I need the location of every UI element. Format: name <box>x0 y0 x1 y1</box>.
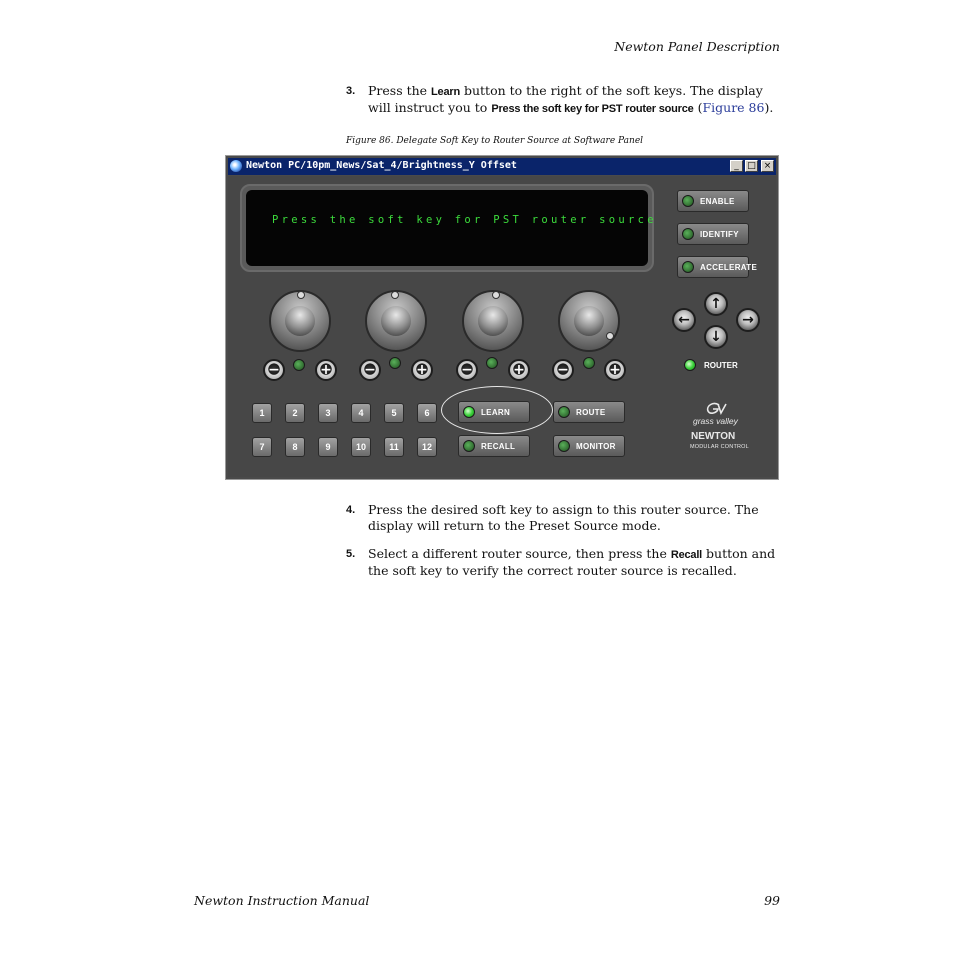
soft-key-11[interactable]: 11 <box>384 437 404 457</box>
arrow-down-icon[interactable]: ↓ <box>704 325 728 349</box>
text-run: ). <box>764 100 774 115</box>
maximize-button[interactable]: □ <box>745 160 758 172</box>
knob-cap <box>478 306 508 336</box>
arrow-up-icon[interactable]: ↑ <box>704 292 728 316</box>
accelerate-label: ACCELERATE <box>700 263 758 272</box>
keyword-recall: Recall <box>670 549 703 561</box>
learn-label: LEARN <box>481 408 511 417</box>
text-run: button and the soft key to verify the correct router source is recalled. <box>368 546 776 578</box>
text-run: ( <box>693 100 703 115</box>
recall-label: RECALL <box>481 442 516 451</box>
window-title: Newton PC/10pm_News/Sat_4/Brightness_Y Offset <box>246 160 517 171</box>
step-5 <box>346 546 782 579</box>
soft-knob-2[interactable] <box>365 290 427 352</box>
figure-caption: Figure 86. Delegate Soft Key to Router Source at Software Panel <box>346 136 644 146</box>
monitor-button[interactable] <box>553 435 625 457</box>
soft-key-6[interactable]: 6 <box>417 403 437 423</box>
knob-3-plus-button[interactable]: + <box>508 359 530 381</box>
product-name: NEWTON <box>691 431 736 442</box>
step-text <box>368 546 782 579</box>
soft-key-3[interactable]: 3 <box>318 403 338 423</box>
lcd-display <box>240 184 657 272</box>
keyword-learn: Learn <box>431 86 460 98</box>
knob-3-led <box>486 357 498 369</box>
knob-1-plus-button[interactable]: + <box>315 359 337 381</box>
close-button[interactable]: × <box>761 160 774 172</box>
enable-label: ENABLE <box>700 197 735 206</box>
arrow-left-icon[interactable]: ← <box>672 308 696 332</box>
recall-button[interactable] <box>458 435 530 457</box>
text-run: button to the right of the soft keys. The display will instruct you to <box>368 83 763 115</box>
router-label: ROUTER <box>704 361 738 370</box>
product-subtitle: MODULAR CONTROL <box>690 444 749 450</box>
knob-3-minus-button[interactable]: − <box>456 359 478 381</box>
step-4 <box>346 502 782 534</box>
text-run: Press the <box>368 83 432 98</box>
soft-key-10[interactable]: 10 <box>351 437 371 457</box>
minimize-button[interactable]: _ <box>730 160 743 172</box>
soft-key-2[interactable]: 2 <box>285 403 305 423</box>
knob-4-plus-button[interactable]: + <box>604 359 626 381</box>
accelerate-led <box>682 261 694 273</box>
knob-cap <box>381 306 411 336</box>
soft-knob-1[interactable] <box>269 290 331 352</box>
knob-2-led <box>389 357 401 369</box>
arrow-right-icon[interactable]: → <box>736 308 760 332</box>
app-icon <box>230 160 242 172</box>
text-run: Select a different router source, then press the <box>368 546 671 561</box>
keyword-display-message: Press the soft key for PST router source <box>491 103 694 115</box>
knob-1-led <box>293 359 305 371</box>
software-panel-window <box>225 155 779 480</box>
learn-button[interactable] <box>458 401 530 423</box>
router-led <box>684 359 696 371</box>
display-message: Press the soft key for PST router source <box>272 214 657 226</box>
route-label: ROUTE <box>576 408 606 417</box>
step-text: Press the desired soft key to assign to this router source. The display will return to the Preset Source mode. <box>368 502 759 533</box>
grass-valley-logo-icon <box>705 402 727 416</box>
figure-link[interactable]: Figure 86 <box>702 100 765 115</box>
knob-indicator <box>391 291 399 299</box>
knob-1-minus-button[interactable]: − <box>263 359 285 381</box>
route-button[interactable] <box>553 401 625 423</box>
knob-indicator <box>492 291 500 299</box>
identify-button[interactable] <box>677 223 749 245</box>
knob-cap <box>285 306 315 336</box>
soft-knob-3[interactable] <box>462 290 524 352</box>
route-led <box>558 406 570 418</box>
learn-led <box>463 406 475 418</box>
knob-2-minus-button[interactable]: − <box>359 359 381 381</box>
soft-key-5[interactable]: 5 <box>384 403 404 423</box>
page-number: 99 <box>764 893 780 908</box>
step-number: 5. <box>346 548 356 560</box>
accelerate-button[interactable] <box>677 256 758 278</box>
enable-led <box>682 195 694 207</box>
enable-button[interactable] <box>677 190 749 212</box>
soft-key-1[interactable]: 1 <box>252 403 272 423</box>
soft-key-12[interactable]: 12 <box>417 437 437 457</box>
knob-cap <box>574 306 604 336</box>
knob-4-led <box>583 357 595 369</box>
step-number: 3. <box>346 85 356 97</box>
monitor-label: MONITOR <box>576 442 616 451</box>
running-header: Newton Panel Description <box>614 39 780 54</box>
step-number: 4. <box>346 504 356 516</box>
soft-key-9[interactable]: 9 <box>318 437 338 457</box>
step-3 <box>346 83 782 117</box>
brand-name: grass valley <box>693 416 738 426</box>
identify-label: IDENTIFY <box>700 230 739 239</box>
footer-title: Newton Instruction Manual <box>194 893 370 908</box>
title-bar <box>228 158 776 175</box>
soft-knob-4[interactable] <box>558 290 620 352</box>
knob-4-minus-button[interactable]: − <box>552 359 574 381</box>
soft-key-8[interactable]: 8 <box>285 437 305 457</box>
knob-indicator <box>606 332 614 340</box>
monitor-led <box>558 440 570 452</box>
knob-indicator <box>297 291 305 299</box>
soft-key-4[interactable]: 4 <box>351 403 371 423</box>
knob-2-plus-button[interactable]: + <box>411 359 433 381</box>
recall-led <box>463 440 475 452</box>
step-text <box>368 83 782 117</box>
lcd-screen <box>246 190 657 266</box>
soft-key-7[interactable]: 7 <box>252 437 272 457</box>
panel-body <box>228 176 776 477</box>
identify-led <box>682 228 694 240</box>
